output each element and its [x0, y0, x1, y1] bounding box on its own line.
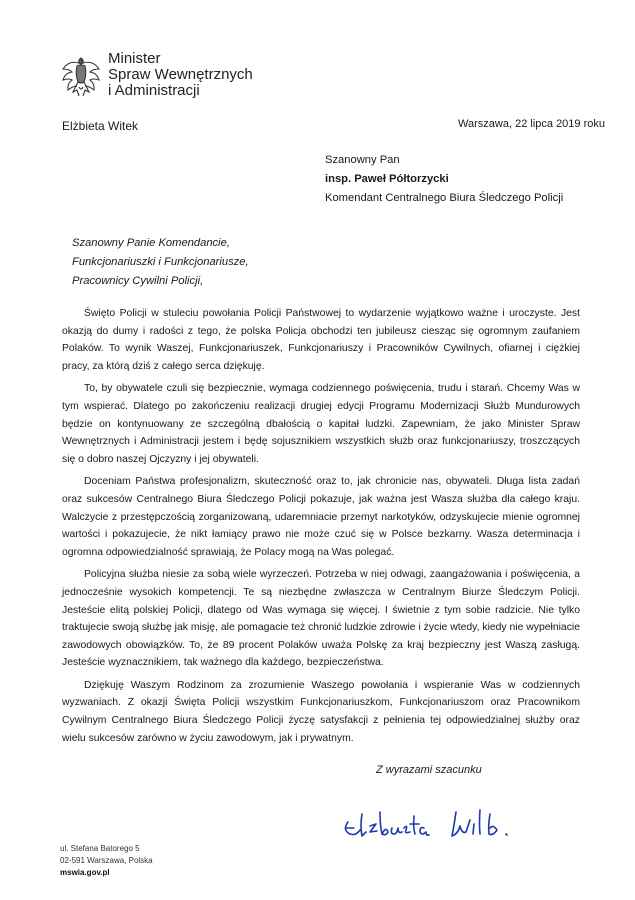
closing-phrase: Z wyrazami szacunku [376, 764, 482, 776]
recipient-title: Komendant Centralnego Biura Śledczego Policji [325, 192, 564, 204]
paragraph-5: Dziękuję Waszym Rodzinom za zrozumienie Waszego powołania i wspieranie Was w codziennych wyzwaniach. Z okazji Święta Policji wszystkim Funkcjonariuszkom, Funkcjonariuszom oraz Pracownikom Cywilnym Centralnego Biura Śledczego Policji życzę satysfakcji z pełnienia tej odpowiedzialnej służby oraz wielu sukcesów zarówno w życiu zawodowym, jak i prywatnym. [62, 679, 580, 744]
paragraph-1: Święto Policji w stuleciu powołania Policji Państwowej to wydarzenie wyjątkowo ważne i uroczyste. Jest okazją do dumy i radości z tego, że polska Policja obchodzi ten jubileusz ciesząc się ogromnym zaufaniem Polaków. To wynik Waszej, Funkcjonariuszek, Funkcjonariuszy i Pracowników Cywilnych, ofiarnej i ciężkiej pracy, za którą dziś z całego serca dziękuję. [62, 308, 580, 372]
ministry-line-1: Minister [108, 50, 161, 67]
recipient-block [325, 151, 563, 208]
salutation-line-3: Pracownicy Cywilni Policji, [72, 275, 204, 287]
recipient-name: insp. Paweł Półtorzycki [325, 173, 449, 185]
recipient-greeting: Szanowny Pan [325, 154, 400, 166]
address-city: 02-591 Warszawa, Polska [60, 856, 153, 865]
polish-eagle-emblem-icon [60, 54, 102, 100]
paragraph-3: Doceniam Państwa profesjonalizm, skuteczność oraz to, jak chronicie nas, obywateli. Długa lista zadań oraz sukcesów Centralnego Biura Śledczego Policji pokazuje, jak ważna jest Wasza służba dla całego kraju. Walczycie z przestępczością zorganizowaną, udaremniacie przemyt narkotyków, odzyskujecie mienie ogromnej wartości i pokazujecie, że nikt łamiący prawo nie może czuć się w Polsce bezkarny. Wasza determinacja i ogromna odpowiedzialność sprawiają, że Polacy mogą na Was polegać. [62, 476, 580, 558]
ministry-website: mswia.gov.pl [60, 868, 110, 877]
letter-date: Warszawa, 22 lipca 2019 roku [458, 118, 605, 130]
ministry-name [108, 51, 253, 99]
ministry-line-3: i Administracji [108, 82, 200, 99]
paragraph-2: To, by obywatele czuli się bezpiecznie, wymaga codziennego poświęcenia, trudu i starań. Chcemy Was w tym wspierać. Dlatego po zakończeniu realizacji drugiej edycji Programu Modernizacji Służb Mundurowych będzie on kontynuowany ze szczególną dbałością o kapitał ludzki. Zapewniam, że jako Minister Spraw Wewnętrznych i Administracji jestem i będę sojusznikiem wszystkich służb oraz funkcjonariuszy, troszczących się o dobro naszej Ojczyzny i jej obywateli. [62, 383, 580, 465]
letter-body [62, 305, 580, 752]
ministry-line-2: Spraw Wewnętrznych [108, 66, 253, 83]
salutation-block [72, 234, 249, 291]
salutation-line-1: Szanowny Panie Komendancie, [72, 237, 230, 249]
salutation-line-2: Funkcjonariuszki i Funkcjonariusze, [72, 256, 249, 268]
paragraph-4: Policyjna służba niesie za sobą wiele wyrzeczeń. Potrzeba w niej odwagi, zaangażowania i poświęcenia, a jednocześnie wysokich kompetencji. Te są niezbędne zwłaszcza w Centralnym Biurze Śledczym Policji. Jesteście elitą polskiej Policji, dlatego od Was wymaga się więcej. I świetnie z tym sobie radzicie. Nie tylko traktujecie swoją służbę jak misję, ale pomagacie też chronić ludzkie zdrowie i życie wtedy, kiedy nie wypełniacie zawodowych obowiązków. To, że 89 procent Polaków uważa Polskę za kraj bezpieczny jest Waszą zasługą. Jesteście wyznacznikiem, tak ważnego dla każdego, bezpieczeństwa. [62, 569, 580, 669]
ministry-address [60, 843, 153, 879]
handwritten-signature [338, 798, 538, 850]
address-street: ul. Stefana Batorego 5 [60, 844, 140, 853]
author-name: Elżbieta Witek [62, 119, 139, 133]
